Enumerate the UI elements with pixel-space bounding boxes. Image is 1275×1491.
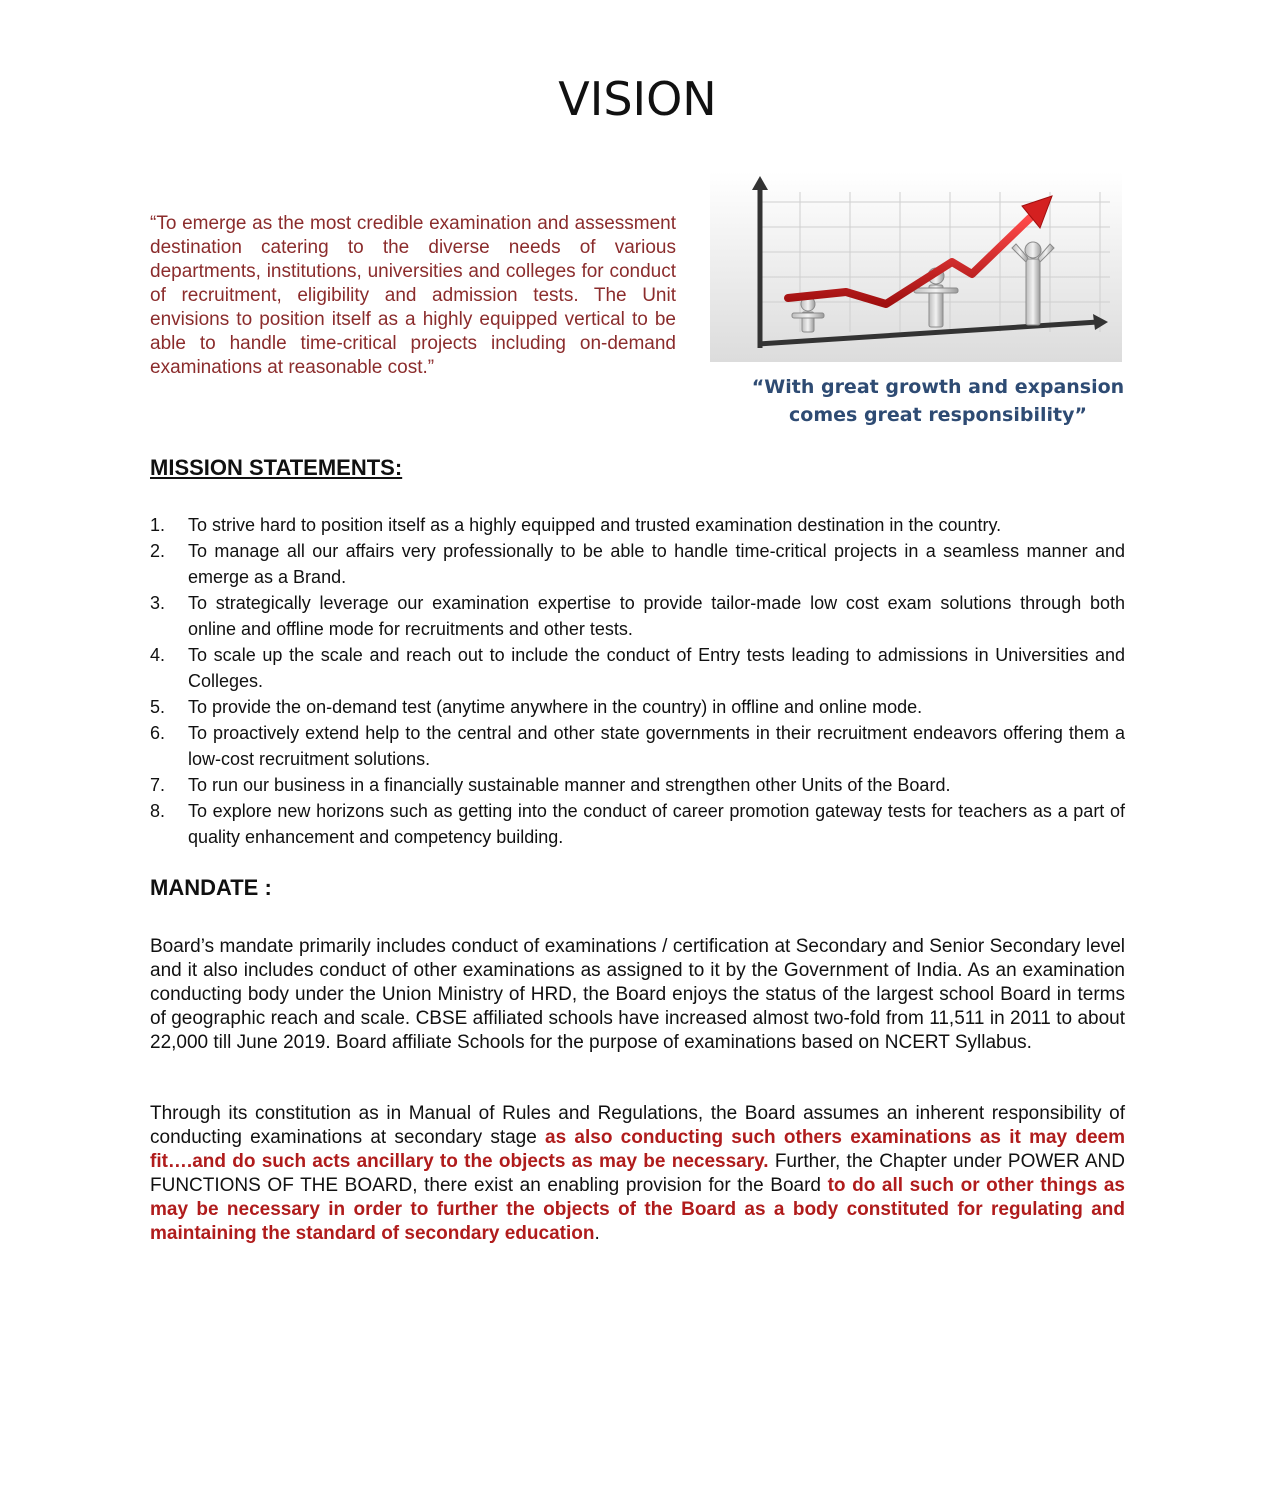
item-number: 2. <box>150 541 166 561</box>
item-text: To proactively extend help to the central and other state governments in their recruitment endeavors offering them a low-cost recruitment solutions. <box>188 723 1125 769</box>
caption-line-2: comes great responsibility” <box>789 404 1087 426</box>
para2-text-1: Through its constitution as in Manual of Rules and Regulations, the Board assumes an inherent responsibility of conducting examinations at secondary stage <box>150 1103 1125 1148</box>
list-item <box>150 590 1125 642</box>
mandate-paragraph-2 <box>150 1102 1125 1246</box>
item-number: 4. <box>150 645 166 665</box>
item-number: 8. <box>150 801 166 821</box>
mission-heading: MISSION STATEMENTS: <box>150 455 403 480</box>
list-item <box>150 512 1125 538</box>
mission-list <box>150 512 1125 850</box>
para2-highlight-2: to do all such or other things as may be necessary in order to further the objects of the Board as a body constituted for regulating and maintaining the standard of secondary education <box>150 1175 1126 1244</box>
image-caption <box>733 373 1143 429</box>
growth-illustration <box>710 172 1122 362</box>
item-text: To strive hard to position itself as a highly equipped and trusted examination destination in the country. <box>188 515 1002 535</box>
page-title: VISION <box>558 72 717 126</box>
item-text: To run our business in a financially sustainable manner and strengthen other Units of the Board. <box>188 775 951 795</box>
caption-line-1: “With great growth and expansion <box>751 376 1125 398</box>
para2-highlight-1: as also conducting such others examinations as it may deem fit….and do such acts ancillary to the objects as may be necessary. <box>150 1127 1125 1172</box>
list-item <box>150 538 1125 590</box>
item-number: 3. <box>150 593 166 613</box>
item-text: To explore new horizons such as getting into the conduct of career promotion gateway tests for teachers as a part of quality enhancement and competency building. <box>188 801 1125 847</box>
item-number: 6. <box>150 723 166 743</box>
item-number: 1. <box>150 515 166 535</box>
mandate-paragraph-1: Board’s mandate primarily includes conduct of examinations / certification at Secondary and Senior Secondary level and it also includes conduct of other examinations as assigned to it by the Government of India. As an examination conducting body under the Union Ministry of HRD, the Board enjoys the status of the largest school Board in terms of geographic reach and scale. CBSE affiliated schools have increased almost two-fold from 11,511 in 2011 to about 22,000 till June 2019. Board affiliate Schools for the purpose of examinations based on NCERT Syllabus. <box>150 936 1125 1053</box>
item-number: 5. <box>150 697 166 717</box>
item-number: 7. <box>150 775 166 795</box>
list-item <box>150 720 1125 772</box>
item-text: To scale up the scale and reach out to include the conduct of Entry tests leading to admissions in Universities and Colleges. <box>188 645 1125 691</box>
item-text: To strategically leverage our examination expertise to provide tailor-made low cost exam solutions through both online and offline mode for recruitments and other tests. <box>188 593 1125 639</box>
list-item <box>150 798 1125 850</box>
list-item <box>150 772 1125 798</box>
item-text: To provide the on-demand test (anytime anywhere in the country) in offline and online mode. <box>188 697 923 717</box>
list-item <box>150 642 1125 694</box>
item-text: To manage all our affairs very professionally to be able to handle time-critical projects in a seamless manner and emerge as a Brand. <box>188 541 1125 587</box>
para2-text-3: . <box>594 1223 600 1244</box>
mandate-heading: MANDATE : <box>150 875 272 900</box>
vision-statement: “To emerge as the most credible examination and assessment destination catering to the diverse needs of various departments, institutions, universities and colleges for conduct of recruitment, eligibility and admission tests. The Unit envisions to position itself as a highly equipped vertical to be able to handle time-critical projects including on-demand examinations at reasonable cost.” <box>150 213 676 378</box>
list-item <box>150 694 1125 720</box>
para2-text-2: Further, the Chapter under POWER AND FUNCTIONS OF THE BOARD, there exist an enabling provision for the Board <box>150 1151 1126 1196</box>
